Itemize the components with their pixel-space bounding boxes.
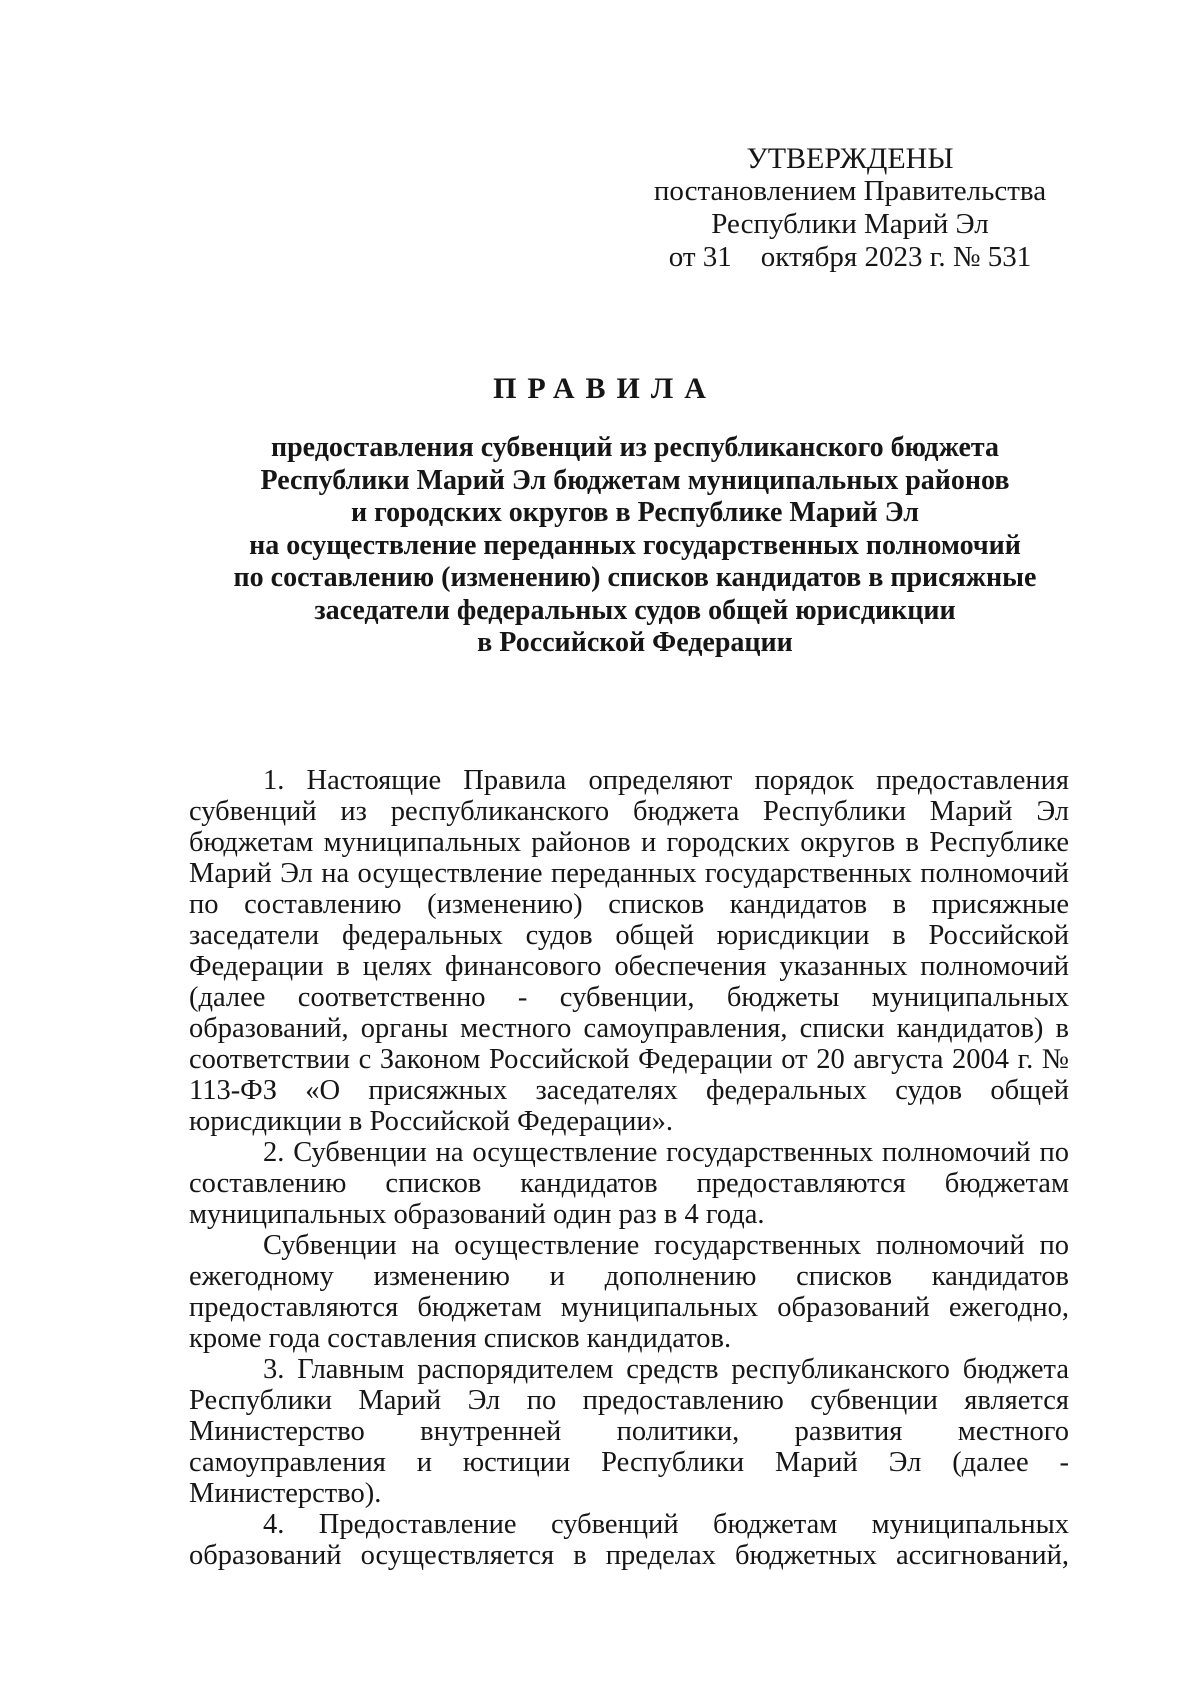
document-subtitle bbox=[185, 432, 1085, 660]
paragraph-1: 1. Настоящие Правила определяют порядок предоставления субвенций из республиканского бюджета Республики Марий Эл бюджетам муниципальных районов и городских округов в Республике Марий Эл на осуществление переданных государственных полномочий по составлению (изменению) списков кандидатов в присяжные заседатели федеральных судов общей юрисдикции в Российской Федерации в целях финансового обеспечения указанных полномочий (далее соответственно - субвенции, бюджеты муниципальных образований, органы местного самоуправления, списки кандидатов) в соответствии с Законом Российской Федерации от 20 августа 2004 г. № 113-ФЗ «О присяжных заседателях федеральных судов общей юрисдикции в Российской Федерации». bbox=[189, 765, 1069, 1137]
subtitle-line: Республики Марий Эл бюджетам муниципальных районов bbox=[260, 464, 1010, 496]
document-body bbox=[189, 765, 1069, 1571]
approval-date-number: от 31 октября 2023 г. № 531 bbox=[668, 241, 1032, 273]
document-title: ПРАВИЛА bbox=[493, 372, 717, 405]
approval-heading: УТВЕРЖДЕНЫ bbox=[746, 142, 954, 175]
subtitle-line: по составлению (изменению) списков кандидатов в присяжные bbox=[233, 562, 1037, 593]
paragraph-2-continued: Субвенции на осуществление государственных полномочий по ежегодному изменению и дополнению списков кандидатов предоставляются бюджетам муниципальных образований ежегодно, кроме года составления списков кандидатов. bbox=[189, 1230, 1069, 1354]
subtitle-line: и городских округов в Республике Марий Эл bbox=[351, 497, 919, 528]
approval-line-2: Республики Марий Эл bbox=[711, 208, 989, 240]
subtitle-line: предоставления субвенций из республиканского бюджета bbox=[270, 432, 1000, 463]
paragraph-4: 4. Предоставление субвенций бюджетам муниципальных образований осуществляется в пределах бюджетных ассигнований, bbox=[189, 1509, 1069, 1571]
paragraph-3: 3. Главным распорядителем средств республиканского бюджета Республики Марий Эл по предоставлению субвенции является Министерство внутренней политики, развития местного самоуправления и юстиции Республики Марий Эл (далее - Министерство). bbox=[189, 1354, 1069, 1509]
approval-block bbox=[640, 142, 1060, 274]
paragraph-2: 2. Субвенции на осуществление государственных полномочий по составлению списков кандидатов предоставляются бюджетам муниципальных образований один раз в 4 года. bbox=[189, 1137, 1069, 1230]
approval-line-1: постановлением Правительства bbox=[653, 175, 1047, 207]
subtitle-line: заседатели федеральных судов общей юрисдикции bbox=[314, 594, 956, 626]
subtitle-line: на осуществление переданных государственных полномочий bbox=[249, 529, 1021, 561]
subtitle-line: в Российской Федерации bbox=[477, 627, 793, 658]
